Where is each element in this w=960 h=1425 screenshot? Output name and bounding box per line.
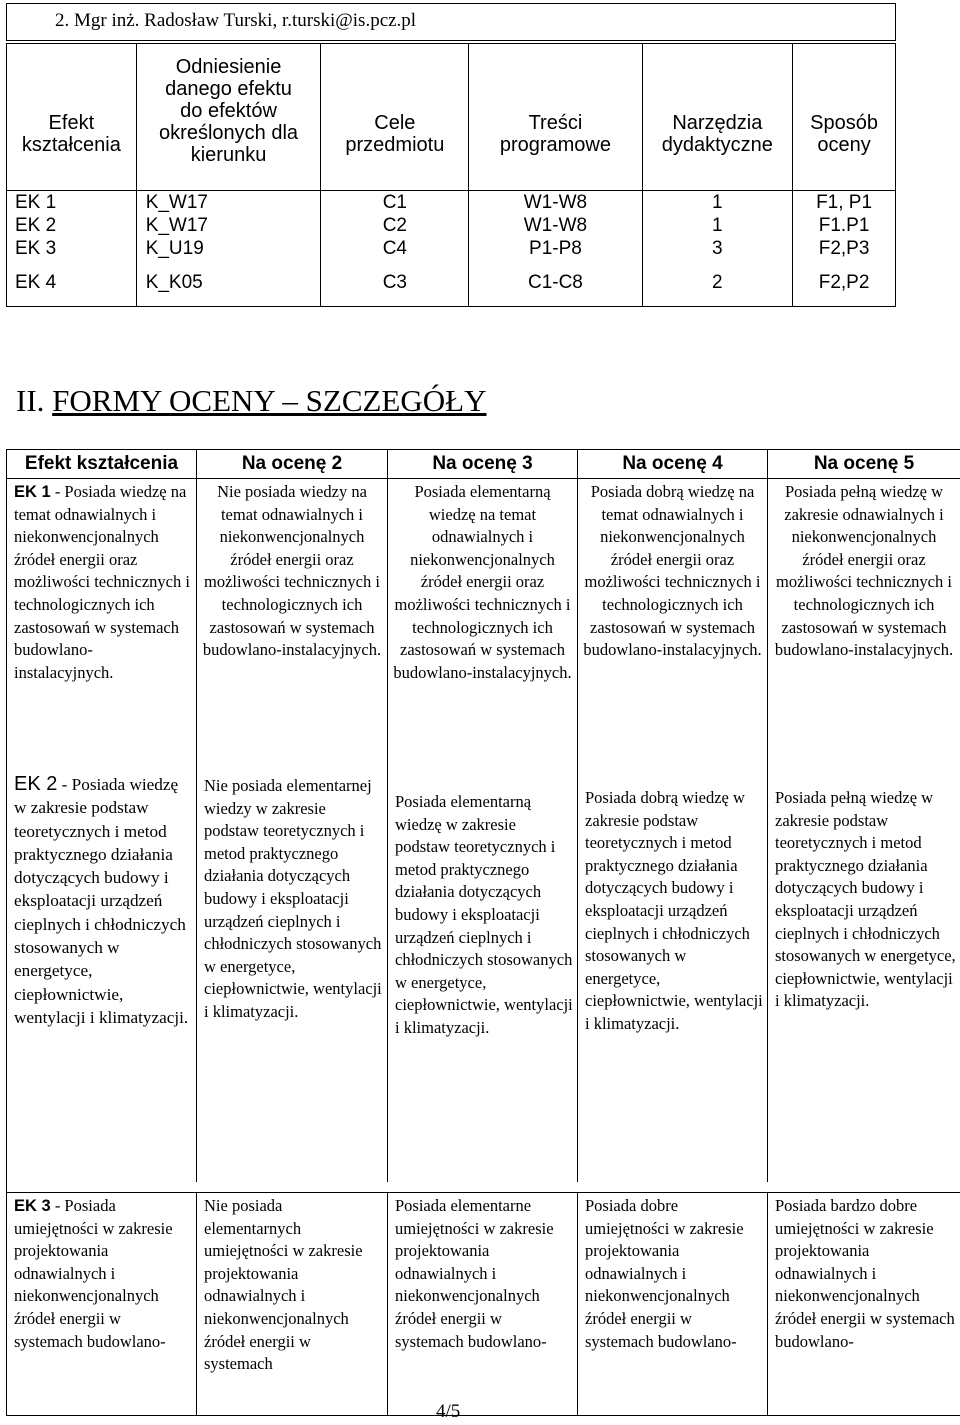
- table-header-row: [7, 450, 960, 479]
- grade-5-cell: Posiada pełną wiedzę w zakresie podstaw teoretycznych i metod praktycznego działania dotyczących budowy i eksploatacji urządzeń cieplnych i chłodniczych stosowanych w energetyce, ciepłownictwie, wentylacji i klimatyzacji.: [768, 749, 960, 1182]
- effect-cell: [7, 1193, 197, 1416]
- grade-2-cell: Nie posiada elementarnej wiedzy w zakresie podstaw teoretycznych i metod praktycznego działania dotyczących budowy i eksploatacji urządzeń cieplnych i chłodniczych stosowanych w energetyce, ciepłownictwie, wentylacji i klimatyzacji.: [197, 749, 388, 1182]
- table-cell: EK 2: [7, 214, 137, 237]
- table-cell: C4: [321, 237, 469, 260]
- table-cell: K_K05: [136, 260, 321, 307]
- table-row: [7, 260, 896, 307]
- table-cell: 3: [642, 237, 793, 260]
- effect-code: EK 2: [14, 773, 58, 795]
- header-cell: Efekt kształcenia: [7, 450, 197, 479]
- table-cell: F2,P2: [793, 260, 896, 307]
- header-cell: Cele przedmiotu: [321, 44, 469, 191]
- table-cell: EK 1: [7, 191, 137, 215]
- section-heading: [16, 384, 486, 418]
- table-header-row: [7, 44, 896, 191]
- table-row: [7, 749, 960, 1182]
- effect-code: EK 3: [14, 1197, 51, 1215]
- table-cell: C1-C8: [469, 260, 642, 307]
- header-cell: Sposób oceny: [793, 44, 896, 191]
- table-cell: F1.P1: [793, 214, 896, 237]
- header-cell: Na ocenę 3: [388, 450, 578, 479]
- header-cell: Efekt kształcenia: [7, 44, 137, 191]
- grade-2-cell: Nie posiada elementarnych umiejętności w zakresie projektowania odnawialnych i niekonwencjonalnych źródeł energii w systemach: [197, 1193, 388, 1416]
- grade-2-cell: Nie posiada wiedzy na temat odnawialnych i niekonwencjonalnych źródeł energii oraz możliwości technicznych i technologicznych ich zastosowań w systemach budowlano-instalacyjnych.: [197, 479, 388, 750]
- table-cell: F1, P1: [793, 191, 896, 215]
- grade-4-cell: Posiada dobrą wiedzę w zakresie podstaw teoretycznych i metod praktycznego działania dotyczących budowy i eksploatacji urządzeń cieplnych i chłodniczych stosowanych w energetyce, ciepłownictwie, wentylacji i klimatyzacji.: [578, 749, 768, 1182]
- page-number: 4/5: [436, 1401, 461, 1422]
- table-row: [7, 214, 896, 237]
- row-spacer: [7, 1182, 960, 1193]
- table-row: [7, 1193, 960, 1416]
- table-cell: K_U19: [136, 237, 321, 260]
- effect-code: EK 1: [14, 483, 51, 501]
- grade-5-cell: Posiada bardzo dobre umiejętności w zakresie projektowania odnawialnych i niekonwencjonalnych źródeł energii w systemach budowlano-: [768, 1193, 960, 1416]
- effect-text: - Posiada wiedzę w zakresie podstaw teoretycznych i metod praktycznego działania dotyczących budowy i eksploatacji urządzeń cieplnych i chłodniczych stosowanych w energetyce, ciepłownictwie, wentylacji i klimatyzacji.: [14, 775, 189, 1027]
- table-row: [7, 191, 896, 215]
- author-line: 2. Mgr inż. Radosław Turski, r.turski@is.pcz.pl: [55, 10, 417, 31]
- grade-4-cell: Posiada dobre umiejętności w zakresie projektowania odnawialnych i niekonwencjonalnych źródeł energii w systemach budowlano-: [578, 1193, 768, 1416]
- section-number: II.: [16, 383, 53, 418]
- effect-text: - Posiada wiedzę na temat odnawialnych i niekonwencjonalnych źródeł energii oraz możliwości technicznych i technologicznych ich zastosowań w systemach budowlano-instalacyjnych.: [14, 482, 190, 682]
- table-cell: C3: [321, 260, 469, 307]
- table-cell: W1-W8: [469, 214, 642, 237]
- header-cell: Odniesienie danego efektu do efektów określonych dla kierunku: [136, 44, 321, 191]
- effect-cell: [7, 749, 197, 1182]
- table-row: [7, 479, 960, 750]
- table-cell: 1: [642, 191, 793, 215]
- author-box: [6, 3, 896, 41]
- section-title: FORMY OCENY – SZCZEGÓŁY: [52, 383, 487, 418]
- grade-4-cell: Posiada dobrą wiedzę na temat odnawialnych i niekonwencjonalnych źródeł energii oraz możliwości technicznych i technologicznych ich zastosowań w systemach budowlano-instalacyjnych.: [578, 479, 768, 750]
- grade-3-cell: Posiada elementarne umiejętności w zakresie projektowania odnawialnych i niekonwencjonalnych źródeł energii w systemach budowlano-: [388, 1193, 578, 1416]
- table-cell: 1: [642, 214, 793, 237]
- table-row: [7, 237, 896, 260]
- header-cell: Na ocenę 4: [578, 450, 768, 479]
- grade-5-cell: Posiada pełną wiedzę w zakresie odnawialnych i niekonwencjonalnych źródeł energii oraz możliwości technicznych i technologicznych ich zastosowań w systemach budowlano-instalacyjnych.: [768, 479, 960, 750]
- header-cell: Na ocenę 5: [768, 450, 960, 479]
- table-cell: C1: [321, 191, 469, 215]
- table-cell: K_W17: [136, 191, 321, 215]
- grade-3-cell: Posiada elementarną wiedzę na temat odnawialnych i niekonwencjonalnych źródeł energii oraz możliwości technicznych i technologicznych ich zastosowań w systemach budowlano-instalacyjnych.: [388, 479, 578, 750]
- table-cell: F2,P3: [793, 237, 896, 260]
- effects-mapping-table: [6, 43, 896, 307]
- header-cell: Na ocenę 2: [197, 450, 388, 479]
- table-cell: K_W17: [136, 214, 321, 237]
- effect-cell: [7, 479, 197, 750]
- table-cell: W1-W8: [469, 191, 642, 215]
- table-cell: P1-P8: [469, 237, 642, 260]
- grading-criteria-table: [6, 449, 960, 1416]
- table-cell: EK 3: [7, 237, 137, 260]
- grade-3-cell: Posiada elementarną wiedzę w zakresie podstaw teoretycznych i metod praktycznego działania dotyczących budowy i eksploatacji urządzeń cieplnych i chłodniczych stosowanych w energetyce, ciepłownictwie, wentylacji i klimatyzacji.: [388, 749, 578, 1182]
- effect-text: - Posiada umiejętności w zakresie projektowania odnawialnych i niekonwencjonalnych źródeł energii w systemach budowlano-: [14, 1196, 173, 1351]
- header-cell: Treści programowe: [469, 44, 642, 191]
- table-cell: C2: [321, 214, 469, 237]
- table-cell: 2: [642, 260, 793, 307]
- header-cell: Narzędzia dydaktyczne: [642, 44, 793, 191]
- table-cell: EK 4: [7, 260, 137, 307]
